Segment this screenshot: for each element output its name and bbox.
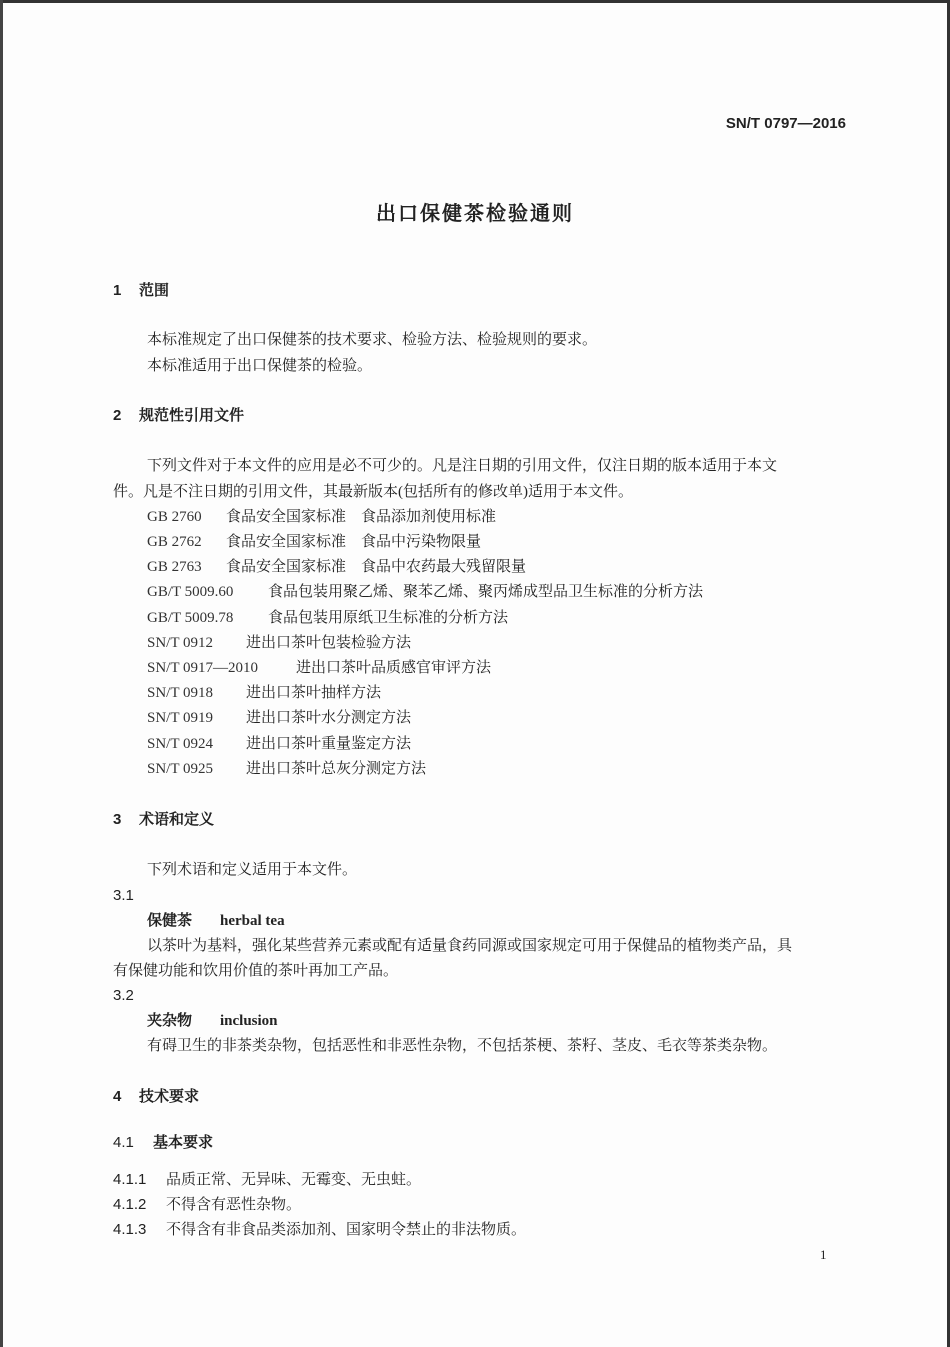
subsection-heading: 基本要求 (153, 1134, 214, 1151)
ref-code: SN/T 0917—2010 (147, 660, 258, 676)
term-number: 3.2 (113, 987, 134, 1004)
ref-code: GB 2760 (147, 509, 202, 525)
ref-code: GB/T 5009.78 (147, 610, 234, 626)
section-2-heading: 规范性引用文件 (139, 407, 245, 424)
ref-code: SN/T 0919 (147, 710, 213, 726)
item-number: 4.1.1 (113, 1171, 147, 1188)
ref-title: 食品包装用原纸卫生标准的分析方法 (268, 610, 509, 626)
section-3-heading: 术语和定义 (139, 811, 215, 828)
item-text: 品质正常、无异味、无霉变、无虫蛀。 (166, 1172, 422, 1188)
term-definition: 以茶叶为基料，强化某些营养元素或配有适量食药同源或国家规定可用于保健品的植物类产品，具 (147, 938, 793, 954)
ref-title: 食品包装用聚乙烯、聚苯乙烯、聚丙烯成型品卫生标准的分析方法 (268, 584, 704, 600)
page-title: 出口保健茶检验通则 (376, 203, 574, 225)
section-2-number: 2 (113, 407, 122, 424)
section-3-number: 3 (113, 811, 122, 828)
ref-code: SN/T 0924 (147, 736, 213, 752)
ref-title: 进出口茶叶包装检验方法 (246, 635, 412, 651)
ref-title: 进出口茶叶水分测定方法 (246, 710, 412, 726)
item-text: 不得含有恶性杂物。 (166, 1197, 302, 1213)
ref-code: GB/T 5009.60 (147, 584, 234, 600)
item-number: 4.1.2 (113, 1196, 147, 1213)
section-4-number: 4 (113, 1088, 122, 1105)
section-1-heading: 范围 (139, 282, 170, 299)
term-number: 3.1 (113, 887, 134, 904)
ref-title: 食品安全国家标准 食品中农药最大残留限量 (226, 559, 527, 575)
term-en: inclusion (220, 1013, 278, 1029)
term-definition: 有碍卫生的非茶类杂物，包括恶性和非恶性杂物，不包括茶梗、茶籽、茎皮、毛衣等茶类杂物。 (147, 1038, 778, 1054)
term-zh: 保健茶 (147, 912, 193, 929)
page-number: 1 (820, 1247, 827, 1262)
ref-title: 进出口茶叶品质感官审评方法 (296, 660, 492, 676)
term-en: herbal tea (220, 913, 285, 929)
ref-code: GB 2763 (147, 559, 202, 575)
ref-code: SN/T 0925 (147, 761, 213, 777)
ref-title: 食品安全国家标准 食品中污染物限量 (226, 534, 482, 550)
ref-title: 食品安全国家标准 食品添加剂使用标准 (226, 509, 497, 525)
item-text: 不得含有非食品类添加剂、国家明令禁止的非法物质。 (166, 1222, 527, 1238)
paragraph: 件。凡是不注日期的引用文件，其最新版本(包括所有的修改单)适用于本文件。 (113, 484, 633, 500)
paragraph: 下列术语和定义适用于本文件。 (147, 862, 358, 878)
section-1-number: 1 (113, 282, 122, 299)
term-zh: 夹杂物 (147, 1012, 193, 1029)
ref-code: GB 2762 (147, 534, 202, 550)
standard-number: SN/T 0797—2016 (725, 115, 846, 132)
section-4-heading: 技术要求 (139, 1088, 200, 1105)
ref-title: 进出口茶叶总灰分测定方法 (246, 761, 427, 777)
ref-code: SN/T 0912 (147, 635, 213, 651)
paragraph: 下列文件对于本文件的应用是必不可少的。凡是注日期的引用文件，仅注日期的版本适用于本文 (147, 458, 778, 474)
term-definition: 有保健功能和饮用价值的茶叶再加工产品。 (113, 963, 399, 979)
ref-title: 进出口茶叶抽样方法 (246, 685, 382, 701)
paragraph: 本标准规定了出口保健茶的技术要求、检验方法、检验规则的要求。 (147, 332, 598, 348)
subsection-number: 4.1 (113, 1134, 134, 1151)
item-number: 4.1.3 (113, 1221, 147, 1238)
ref-code: SN/T 0918 (147, 685, 213, 701)
ref-title: 进出口茶叶重量鉴定方法 (246, 736, 412, 752)
paragraph: 本标准适用于出口保健茶的检验。 (147, 358, 373, 374)
scan-edge-top (0, 0, 950, 3)
